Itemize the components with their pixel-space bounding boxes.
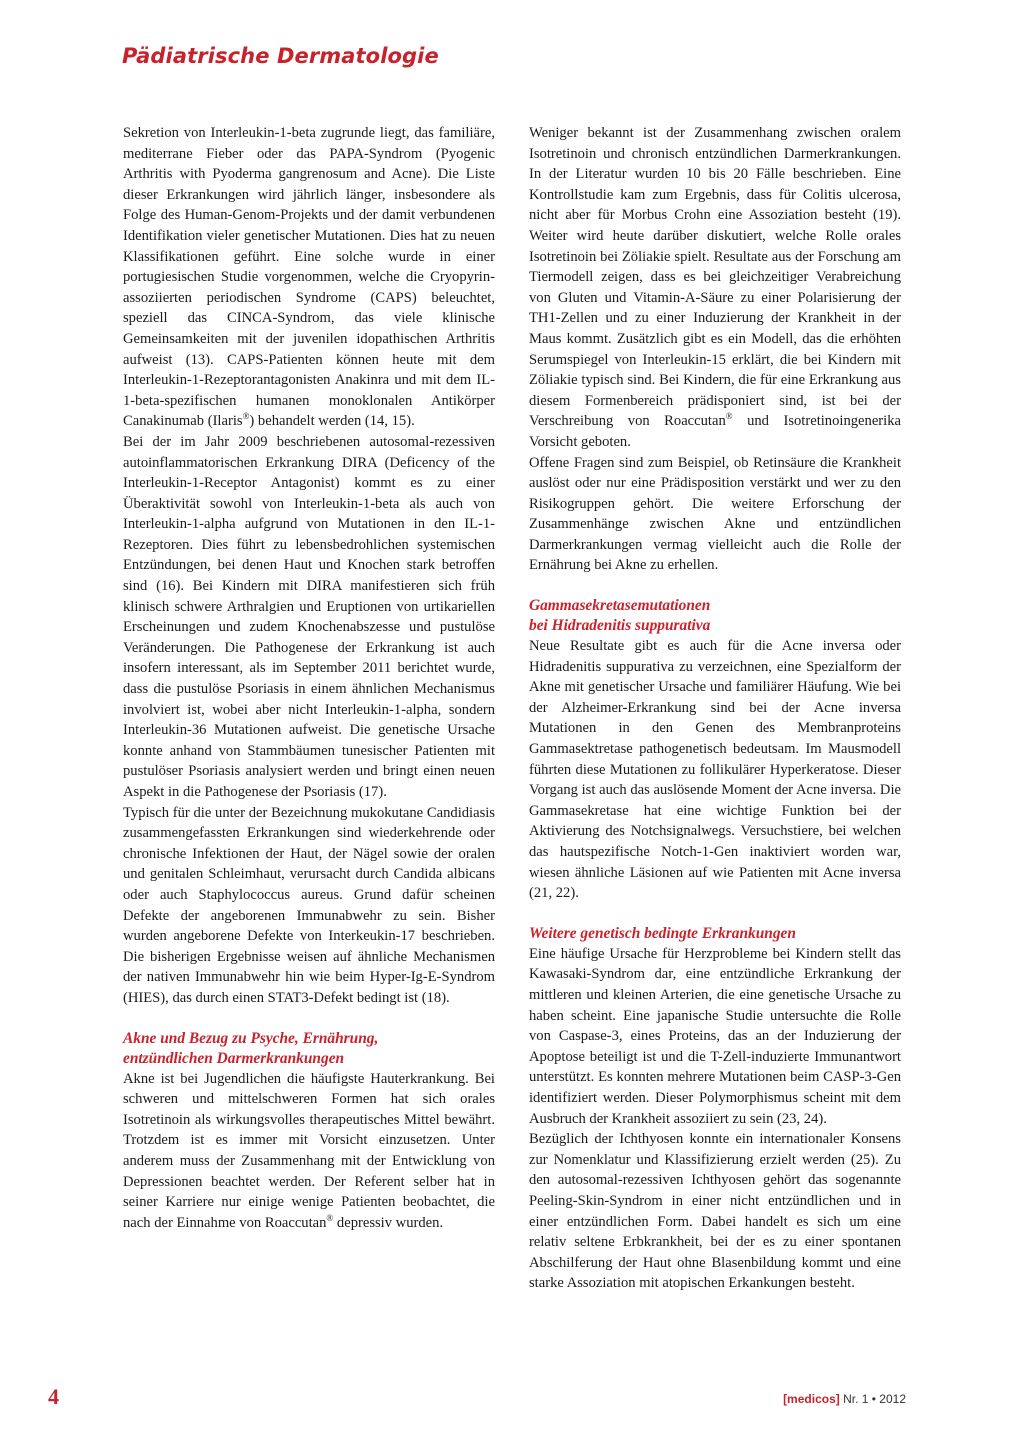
registered-mark: ® [725, 411, 733, 422]
paragraph-text: depressiv wurden. [333, 1214, 444, 1231]
page-title: Pädiatrische Dermatologie [122, 44, 439, 68]
paragraph: Bei der im Jahr 2009 beschriebenen autosomal-rezessiven autoinflammatorischen Erkrankung DIRA (Deficency of the Interleukin-1-Receptor Antagonist) kommt es zu einer Überaktivität sowohl von Interleukin-1-beta als auch von Interleukin-1-alpha aufgrund von Mutationen in den IL-1-Rezeptoren. Dies führt zu lebensbedrohlichen systemischen Entzündungen, bei denen Haut und Knochen stark betroffen sind (16). Bei Kindern mit DIRA manifestieren sich früh klinisch schwere Arthralgien und Eruptionen von urtikariellen Erscheinungen und zudem Knochenabszesse und pustulöse Veränderungen. Die Pathogenese der Erkrankung ist auch insofern interessant, als im September 2011 berichtet wurde, dass die pustulöse Psoriasis in einem ähnlichen Mechanismus involviert ist, wobei aber nicht Interleukin-1-alpha, sondern Interleukin-36 Mutationen aufweist. Die genetische Ursache konnte anhand von Stammbäumen tunesischer Patienten mit pustulöser Psoriasis analysiert werden und bringt einen neuen Aspekt in die Pathogenese der Psoriasis (17). [123, 433, 495, 800]
section-heading [529, 596, 901, 636]
magazine-brand: [medicos] [783, 1392, 840, 1406]
paragraph-text: Akne ist bei Jugendlichen die häufigste Hauterkrankung. Bei schweren und mittelschweren Formen hat sich orales Isotretinoin als wirkungsvolles therapeutisches Mittel bewährt. Trotzdem ist es immer mit Vorsicht einzusetzen. Unter anderem muss der Zusammenhang mit der Entwicklung von Depressionen beachtet werden. Der Referent selber hat in seiner Karriere nur einige wenige Patienten beobachtet, die nach der Einnahme von Roaccutan [123, 1070, 495, 1231]
paragraph: Typisch für die unter der Bezeichnung mukokutane Candidiasis zusammengefassten Erkrankungen sind wiederkehrende oder chronische Infektionen der Haut, der Nägel sowie der oralen und genitalen Schleimhaut, verursacht durch Candida albicans oder auch Staphylococcus aureus. Grund dafür scheinen Defekte der angeborenen Immunabwehr zu sein. Bisher wurden angeborene Defekte von Interkeukin-17 beschrieben. Die bisherigen Ergebnisse weisen auf ähnliche Mechanismen der nativen Immunabwehr hin wie beim Hyper-Ig-E-Syndrom (HIES), das durch einen STAT3-Defekt bedingt ist (18). [123, 804, 495, 1006]
section-heading-line: Weitere genetisch bedingte Erkrankungen [529, 924, 796, 942]
section-heading [529, 924, 901, 944]
paragraph: Neue Resultate gibt es auch für die Acne inversa oder Hidradenitis suppurativa zu verzeichnen, eine Spezialform der Akne mit genetischer Ursache und familiärer Häufung. Wie bei der Alzheimer-Erkrankung sind bei der Acne inversa Mutationen in den Genen des Membranproteins Gammasektretase pathogenetisch bedeutsam. Im Mausmodell führten diese Mutationen zu follikulärer Hyperkeratose. Dieser Vorgang ist auch das auslösende Moment der Acne inversa. Die Gammasekretase hat eine wichtige Funktion bei der Aktivierung des Notchsignalwegs. Versuchstiere, bei welchen das hautspezifische Notch-1-Gen inaktiviert worden war, wiesen ähnliche Läsionen auf wie Patienten mit Acne inversa (21, 22). [529, 638, 901, 902]
paragraph: Offene Fragen sind zum Beispiel, ob Retinsäure die Krankheit auslöst oder nur eine Prädisposition verstärkt und wer zu den Risikogruppen gehört. Die weitere Erforschung der Zusammenhänge zwischen Akne und entzündlichen Darmerkrankungen vermag vielleicht auch die Rolle der Ernährung bei Akne zu erhellen. [529, 454, 901, 574]
footer-issue [783, 1392, 906, 1406]
section-heading-line: bei Hidradenitis suppurativa [529, 617, 711, 635]
left-column [123, 123, 495, 1233]
registered-mark: ® [242, 411, 250, 422]
paragraph-text: Weniger bekannt ist der Zusammenhang zwischen oralem Isotretinoin und chronisch entzündlichen Darmerkrankungen. In der Literatur wurden 10 bis 20 Fälle beschrieben. Eine Kontrollstudie kam zum Ergebnis, dass für Colitis ulcerosa, nicht aber für Morbus Crohn eine Assoziation besteht (19). Weiter wird heute darüber diskutiert, welche Rolle orales Isotretinoin bei Zöliakie spielt. Resultate aus der Forschung am Tiermodell zeigen, dass es bei gleichzeitiger Verabreichung von Gluten und Vitamin-A-Säure zu einer Polarisierung der TH1-Zellen und zu einer Induzierung der Krankheit in der Maus kommt. Zusätzlich gibt es ein Modell, das die erhöhten Serumspiegel von Interleukin-15 erklärt, die bei Kindern mit Zöliakie typisch sind. Bei Kindern, die für eine Erkrankung aus diesem Formenbereich prädisponiert sind, ist bei der Verschreibung von Roaccutan [529, 125, 901, 430]
registered-mark: ® [326, 1212, 334, 1223]
section-heading-line: Akne und Bezug zu Psyche, Ernährung, [123, 1029, 379, 1047]
section-heading-line: Gammasekretasemutationen [529, 597, 711, 615]
paragraph [123, 1069, 495, 1234]
paragraph-text: und Isotretinoingenerika Vorsicht geboten. [529, 413, 901, 450]
paragraph [529, 123, 901, 453]
section-heading-line: entzündlichen Darmerkrankungen [123, 1049, 345, 1067]
paragraph [123, 123, 495, 432]
page-number: 4 [48, 1384, 59, 1409]
paragraph-text: Sekretion von Interleukin-1-beta zugrunde liegt, das familiäre, mediterrane Fieber oder das PAPA-Syndrom (Pyogenic Arthritis with Pyoderma gangrenosum and Acne). Die Liste dieser Erkrankungen wird jährlich länger, insbesondere als Folge des Human-Genom-Projekts und der damit verbundenen Identifikation vieler genetischer Mutationen. Dies hat zu neuen Klassifikationen geführt. Eine solche wurde in einer portugiesischen Studie vorgenommen, welche die Cryopyrin-assoziierten periodischen Syndrome (CAPS) beleuchtet, speziell das CINCA-Syndrom, das viele klinische Gemeinsamkeiten mit der juvenilen idopathischen Arthritis aufweist (13). CAPS-Patienten können heute mit dem Interleukin-1-Rezeptorantagonisten Anakinra und mit dem IL-1-beta-spezifischen humanen monoklonalen Antikörper Canakinumab (Ilaris [123, 125, 495, 430]
section-heading [123, 1029, 495, 1069]
issue-label: Nr. 1 • 2012 [839, 1392, 906, 1406]
paragraph: Eine häufige Ursache für Herzprobleme bei Kindern stellt das Kawasaki-Syndrom dar, eine entzündliche Erkrankung der mittleren und kleinen Arterien, die eine genetische Ursache zu haben scheint. Eine japanische Studie untersuchte die Rolle von Caspase-3, eines Proteins, das an der Induzierung der Apoptose beteiligt ist und die T-Zell-induzierte Immunantwort unterstützt. Es konnten mehrere Mutationen beim CASP-3-Gen identifiziert werden. Dieser Polymorphismus scheint mit dem Ausbruch der Krankheit assoziiert zu sein (23, 24). [529, 945, 901, 1127]
right-column [529, 123, 901, 1294]
paragraph: Bezüglich der Ichthyosen konnte ein internationaler Konsens zur Nomenklatur und Klassifizierung erzielt werden (25). Zu den autosomal-rezessiven Ichthyosen gehört das sogenannte Peeling-Skin-Syndrom in einer nicht entzündlichen und in einer entzündlichen Form. Dabei handelt es sich um eine relativ seltene Erbkrankheit, bei der es zu einer spontanen Abschilferung der Haut ohne Blasenbildung kommt und eine starke Assoziation mit atopischen Erkankungen besteht. [529, 1131, 901, 1292]
paragraph-text: ) behandelt werden (14, 15). [249, 413, 415, 430]
